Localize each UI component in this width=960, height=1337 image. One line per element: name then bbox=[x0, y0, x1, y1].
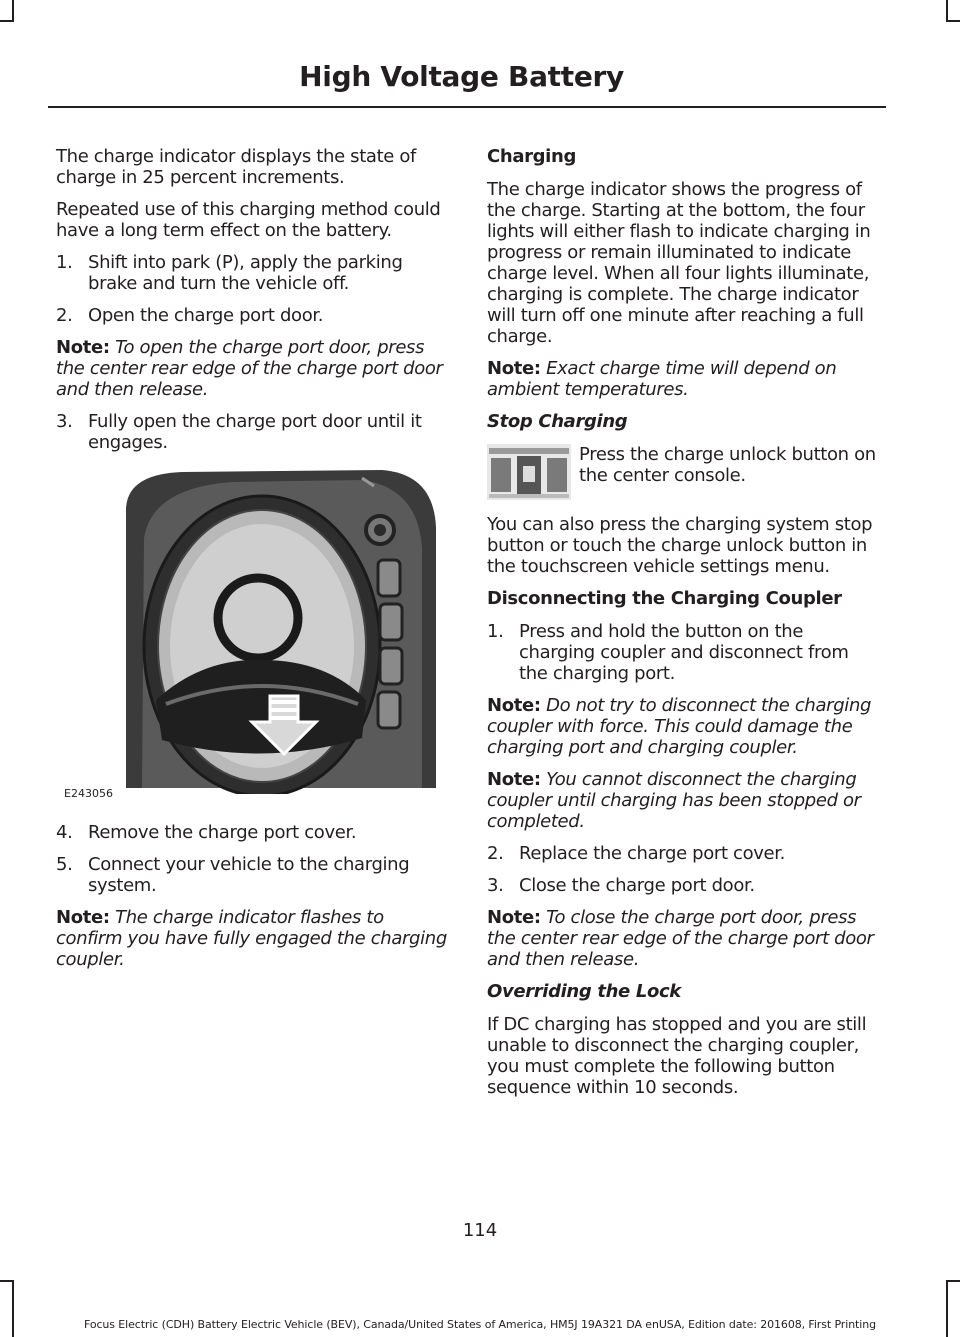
list-item bbox=[56, 411, 448, 453]
crop-mark bbox=[0, 20, 14, 22]
list-text: Open the charge port door. bbox=[88, 305, 324, 326]
note bbox=[56, 907, 448, 970]
note-label: Note: bbox=[56, 337, 110, 358]
list-number: 4. bbox=[56, 822, 73, 843]
crop-mark bbox=[946, 1280, 960, 1282]
list-number: 1. bbox=[487, 621, 504, 642]
stop-charging-row bbox=[487, 444, 882, 500]
list-number: 2. bbox=[56, 305, 73, 326]
charge-port-image bbox=[122, 468, 438, 794]
note-text: Do not try to disconnect the charging coupler with force. This could damage the charging port and charging coupler. bbox=[487, 695, 872, 758]
subsection-heading: Overriding the Lock bbox=[487, 981, 681, 1002]
crop-mark bbox=[946, 20, 960, 22]
list-item bbox=[56, 305, 448, 326]
list-number: 3. bbox=[56, 411, 73, 432]
list-item bbox=[56, 822, 448, 843]
paragraph: You can also press the charging system stop button or touch the charge unlock button in the touchscreen vehicle settings menu. bbox=[487, 514, 873, 577]
list-text: Replace the charge port cover. bbox=[519, 843, 786, 864]
paragraph: The charge indicator shows the progress of the charge. Starting at the bottom, the four lights will either flash to indicate charging in progress or remain illuminated to indicate charge level. When all four lights illuminate, charging is complete. The charge indicator will turn off one minute after reaching a full charge. bbox=[487, 179, 871, 347]
note-text: To open the charge port door, press the center rear edge of the charge port door and then release. bbox=[56, 337, 443, 400]
list-item bbox=[487, 843, 882, 864]
list-number: 2. bbox=[487, 843, 504, 864]
list-text: Connect your vehicle to the charging system. bbox=[88, 854, 410, 896]
list-number: 3. bbox=[487, 875, 504, 896]
footer: Focus Electric (CDH) Battery Electric Vehicle (BEV), Canada/United States of America, HM5J 19A321 DA enUSA, Edition date: 201608, First Printing bbox=[83, 1318, 876, 1331]
note bbox=[56, 337, 448, 400]
charge-port-illustration bbox=[56, 464, 448, 804]
header-rule bbox=[48, 106, 886, 108]
list-text: Fully open the charge port door until it engages. bbox=[88, 411, 422, 453]
list-text: Press and hold the button on the charging coupler and disconnect from the charging port. bbox=[519, 621, 849, 684]
note-text: The charge indicator flashes to confirm you have fully engaged the charging coupler. bbox=[56, 907, 447, 970]
list-item bbox=[56, 854, 448, 896]
list-text: Remove the charge port cover. bbox=[88, 822, 357, 843]
list-item bbox=[56, 252, 448, 294]
crop-mark bbox=[0, 1280, 14, 1282]
charge-unlock-button-icon bbox=[487, 444, 571, 500]
figure-id: E243056 bbox=[64, 787, 113, 800]
list-number: 1. bbox=[56, 252, 73, 273]
note bbox=[487, 907, 882, 970]
section-heading: Disconnecting the Charging Coupler bbox=[487, 588, 842, 609]
section-heading: Charging bbox=[487, 146, 577, 167]
note-text: To close the charge port door, press the center rear edge of the charge port door and then release. bbox=[487, 907, 874, 970]
paragraph: Repeated use of this charging method could have a long term effect on the battery. bbox=[56, 199, 441, 241]
list-text: Shift into park (P), apply the parking brake and turn the vehicle off. bbox=[88, 252, 403, 294]
page-number: 114 bbox=[462, 1220, 498, 1241]
crop-mark bbox=[12, 0, 14, 22]
note-label: Note: bbox=[487, 769, 541, 790]
paragraph: The charge indicator displays the state of charge in 25 percent increments. bbox=[56, 146, 417, 188]
note bbox=[487, 695, 882, 758]
subsection-heading: Stop Charging bbox=[487, 411, 628, 432]
paragraph: If DC charging has stopped and you are still unable to disconnect the charging coupler, you must complete the following button sequence within 10 seconds. bbox=[487, 1014, 867, 1098]
crop-mark bbox=[946, 0, 948, 22]
note-label: Note: bbox=[56, 907, 110, 928]
list-text: Close the charge port door. bbox=[519, 875, 755, 896]
note-text: Exact charge time will depend on ambient temperatures. bbox=[487, 358, 837, 400]
left-column bbox=[56, 146, 448, 981]
note bbox=[487, 769, 882, 832]
page-title: High Voltage Battery bbox=[299, 60, 624, 93]
list-item bbox=[487, 875, 882, 896]
list-item bbox=[487, 621, 882, 684]
stop-charging-text: Press the charge unlock button on the center console. bbox=[579, 444, 876, 486]
note-label: Note: bbox=[487, 358, 541, 379]
right-column bbox=[487, 146, 882, 1109]
note-text: You cannot disconnect the charging coupler until charging has been stopped or completed. bbox=[487, 769, 861, 832]
list-number: 5. bbox=[56, 854, 73, 875]
note bbox=[487, 358, 882, 400]
note-label: Note: bbox=[487, 907, 541, 928]
note-label: Note: bbox=[487, 695, 541, 716]
